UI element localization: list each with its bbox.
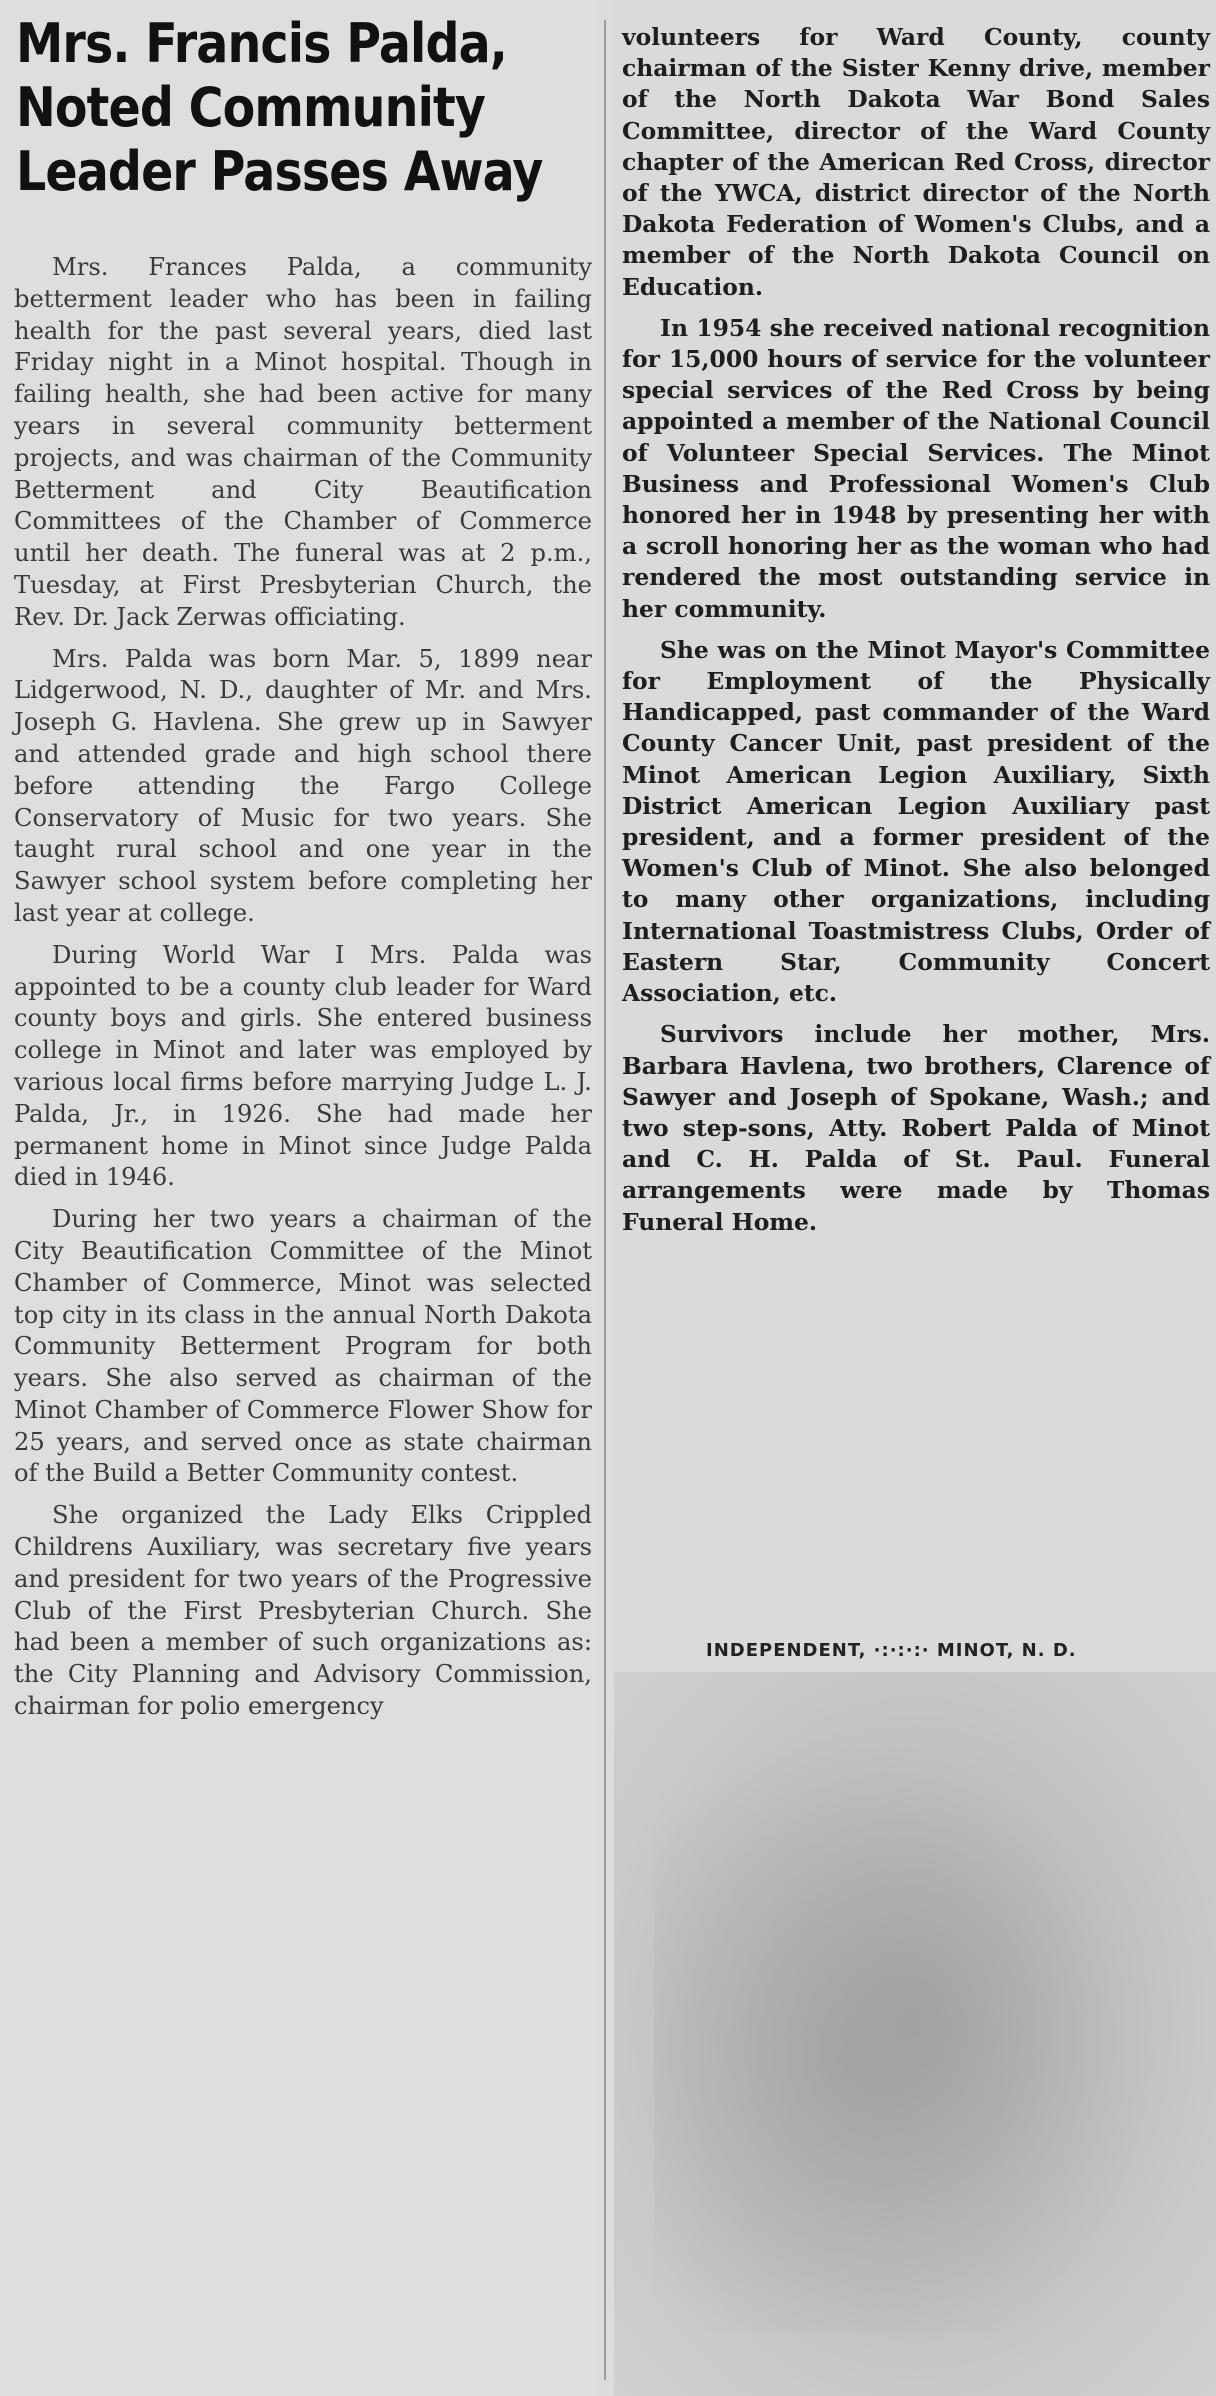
- paragraph-intro: Mrs. Frances Palda, a community betterment leader who has been in failing health for the past several years, died last Friday night in a Minot hospital. Though in failing health, she had been active for many years in several community betterment projects, and was chairman of the Community Betterment and City Beautification Committees of the Chamber of Commerce until her death. The funeral was at 2 p.m., Tuesday, at First Presbyterian Church, the Rev. Dr. Jack Zerwas officiating.: [14, 253, 592, 631]
- paragraph-survivors: Survivors include her mother, Mrs. Barbara Havlena, two brothers, Clarence of Sawyer and Joseph of Spokane, Wash.; and two step-sons, Atty. Robert Palda of Minot and C. H. Palda of St. Paul. Funeral arrangements were made by Thomas Funeral Home.: [622, 1020, 1210, 1236]
- blurred-photo: [614, 1672, 1216, 2396]
- paragraph-organizations: She organized the Lady Elks Crippled Childrens Auxiliary, was secretary five years and president for two years of the Progressive Club of the First Presbyterian Church. She had been a member of such organizations as: the City Planning and Advisory Commission, chairman for polio emergency: [14, 1501, 592, 1721]
- right-column: [614, 0, 1216, 2396]
- left-column: [0, 0, 598, 2396]
- paragraph-volunteer-roles: volunteers for Ward County, county chairman of the Sister Kenny drive, member of the North Dakota War Bond Sales Committee, director of the Ward County chapter of the American Red Cross, director of the YWCA, district director of the North Dakota Federation of Women's Clubs, and a member of the North Dakota Council on Education.: [622, 23, 1210, 301]
- paragraph-birth: Mrs. Palda was born Mar. 5, 1899 near Lidgerwood, N. D., daughter of Mr. and Mrs. Joseph G. Havlena. She grew up in Sawyer and attended grade and high school there before attending the Fargo College Conservatory of Music for two years. She taught rural school and one year in the Sawyer school system before completing her last year at college.: [14, 644, 592, 927]
- article-body-right: [622, 22, 1210, 1248]
- headline-line-2: Noted Community: [16, 76, 485, 139]
- column-divider: [604, 20, 606, 2380]
- headline-line-1: Mrs. Francis Palda,: [16, 12, 507, 75]
- paragraph-recognition: In 1954 she received national recognition for 15,000 hours of service for the volunteer special services of the Red Cross by being appointed a member of the National Council of Volunteer Special Services. The Minot Business and Professional Women's Club honored her in 1948 by presenting her with a scroll honoring her as the woman who had rendered the most outstanding service in her community.: [622, 313, 1210, 623]
- source-credit: INDEPENDENT, ·:·:·:· MINOT, N. D.: [706, 1640, 1077, 1661]
- paragraph-beautification: During her two years a chairman of the City Beautification Committee of the Minot Chamber of Commerce, Minot was selected top city in its class in the annual North Dakota Community Betterment Program for both years. She also served as chairman of the Minot Chamber of Commerce Flower Show for 25 years, and served once as state chairman of the Build a Better Community contest.: [14, 1205, 592, 1488]
- headline: [16, 12, 543, 204]
- paragraph-committees: She was on the Minot Mayor's Committee for Employment of the Physically Handicapped, past commander of the Ward County Cancer Unit, past president of the Minot American Legion Auxiliary, Sixth District American Legion Auxiliary past president, and a former president of the Women's Club of Minot. She also belonged to many other organizations, including International Toastmistress Clubs, Order of Eastern Star, Community Concert Association, etc.: [622, 635, 1210, 1008]
- paragraph-war-years: During World War I Mrs. Palda was appointed to be a county club leader for Ward county boys and girls. She entered business college in Minot and later was employed by various local firms before marrying Judge L. J. Palda, Jr., in 1926. She had made her permanent home in Minot since Judge Palda died in 1946.: [14, 940, 592, 1192]
- article-body-left: [14, 252, 592, 1733]
- headline-line-3: Leader Passes Away: [16, 140, 543, 203]
